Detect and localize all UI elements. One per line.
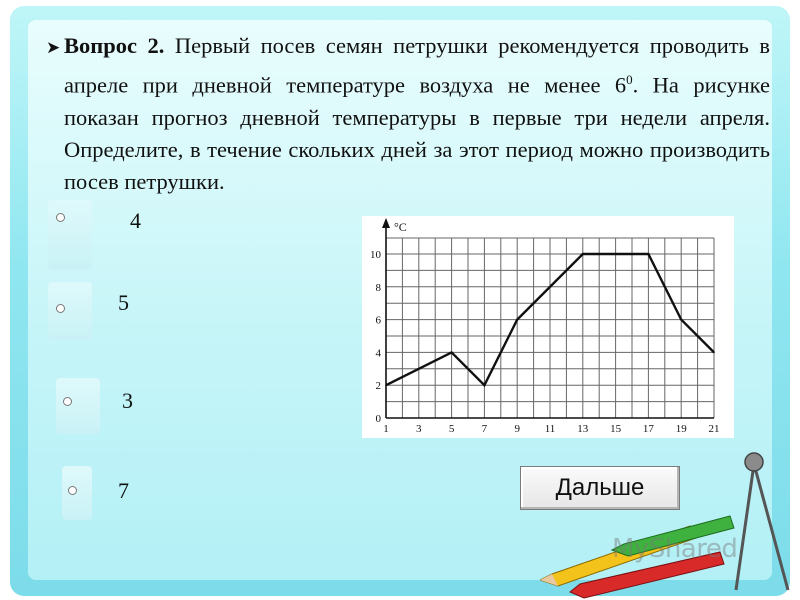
y-tick-label: 10 xyxy=(370,249,381,261)
chart-svg xyxy=(362,216,734,438)
y-axis-unit-label: °C xyxy=(394,220,407,234)
arrow-bullet-icon: ➤ xyxy=(46,38,61,57)
x-tick-label: 21 xyxy=(708,423,720,435)
y-tick-label: 8 xyxy=(375,281,381,294)
option-label-4[interactable]: 7 xyxy=(118,478,129,503)
option-label-1[interactable]: 4 xyxy=(130,208,141,233)
data-point xyxy=(484,384,486,386)
option-box-2 xyxy=(48,282,92,340)
option-label-2[interactable]: 5 xyxy=(118,290,129,315)
data-point xyxy=(680,319,682,321)
degree-superscript: 0 xyxy=(626,72,633,87)
data-point xyxy=(451,352,453,354)
x-tick-label: 17 xyxy=(642,423,654,435)
x-tick-label: 19 xyxy=(675,423,687,435)
y-tick-label: 6 xyxy=(375,314,381,327)
radio-circle-icon[interactable] xyxy=(56,213,65,222)
x-tick-label: 9 xyxy=(514,423,520,435)
y-tick-label: 2 xyxy=(375,380,381,393)
option-box-1 xyxy=(48,200,92,270)
compass-icon xyxy=(736,453,788,590)
radio-circle-icon[interactable] xyxy=(56,304,65,313)
x-tick-label: 13 xyxy=(577,423,589,435)
option-box-4 xyxy=(62,466,92,520)
x-tick-label: 3 xyxy=(416,423,422,435)
x-tick-label: 5 xyxy=(448,423,455,435)
next-button[interactable]: Дальше xyxy=(520,466,680,510)
option-label-3[interactable]: 3 xyxy=(122,388,133,413)
x-tick-label: 1 xyxy=(383,423,389,435)
data-point xyxy=(648,253,650,255)
y-tick-label: 0 xyxy=(375,413,381,425)
x-tick-label: 11 xyxy=(544,423,556,435)
x-tick-label: 7 xyxy=(481,423,488,435)
data-point xyxy=(713,352,715,354)
question-number: Вопрос 2. xyxy=(64,33,165,58)
question-body-2: . На рисунке показан прогноз дневной температуры в первые три недели апреля. Определите, в течение скольких дней за этот период можно производить посев петрушки. xyxy=(64,72,770,194)
y-axis-arrow xyxy=(382,218,390,228)
option-box-3 xyxy=(56,378,100,434)
radio-circle-icon[interactable] xyxy=(68,486,77,495)
y-tick-label: 4 xyxy=(375,347,381,360)
pencils-compass-decoration xyxy=(540,440,800,600)
watermark-text: MyShared xyxy=(612,534,738,564)
temperature-chart xyxy=(362,216,734,438)
radio-circle-icon[interactable] xyxy=(63,397,72,406)
data-point xyxy=(516,319,518,321)
x-tick-label: 15 xyxy=(610,423,622,435)
data-point xyxy=(385,384,387,386)
data-point xyxy=(582,253,584,255)
question-text xyxy=(46,30,770,198)
question-body-1: Первый посев семян петрушки рекомендуется проводить в апреле при дневной температуре воздуха не менее 6 xyxy=(64,33,770,98)
